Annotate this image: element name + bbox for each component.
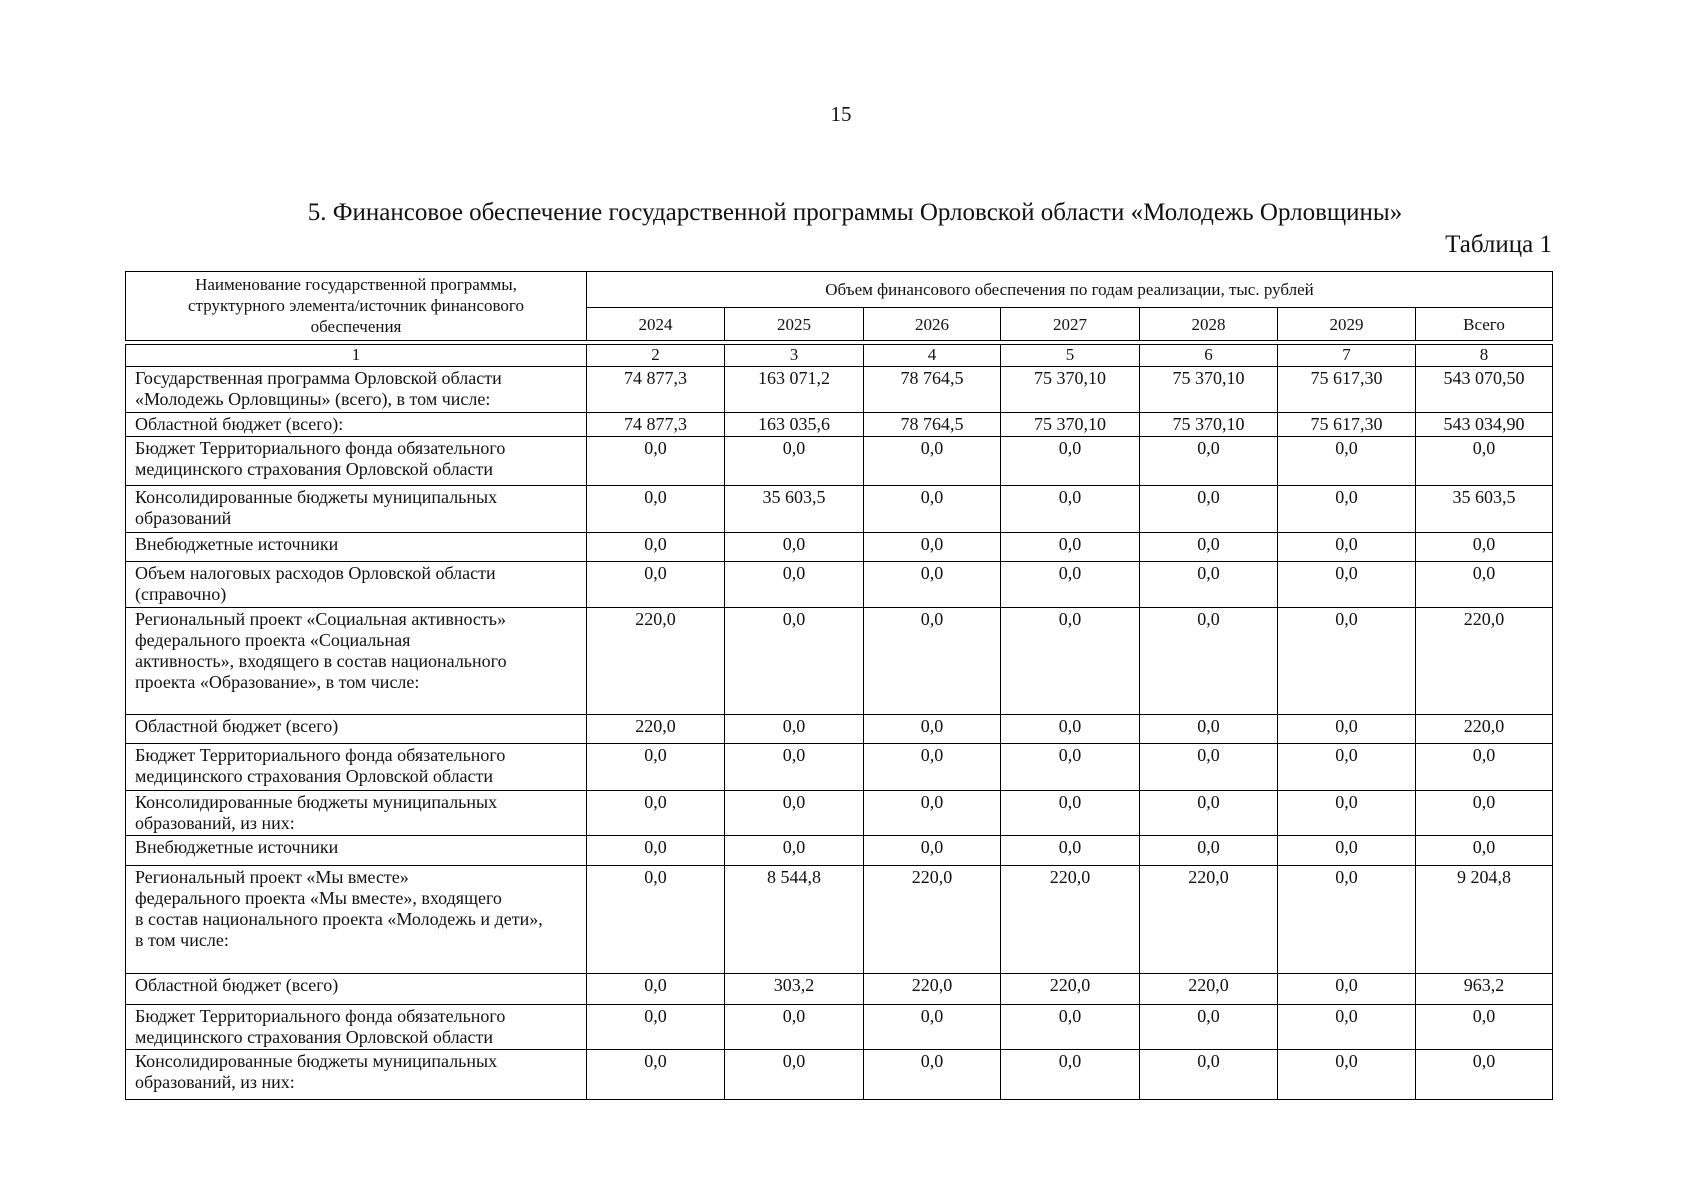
row-value-cell: 0,0	[1140, 1050, 1278, 1100]
row-value-cell: 0,0	[1001, 608, 1140, 715]
row-value-cell: 0,0	[1001, 562, 1140, 608]
row-value-cell: 0,0	[1278, 791, 1416, 836]
row-total-cell: 220,0	[1416, 715, 1553, 744]
row-value-cell: 0,0	[1140, 608, 1278, 715]
row-value-cell: 0,0	[864, 608, 1001, 715]
row-value-cell: 0,0	[725, 437, 864, 486]
row-value-cell: 0,0	[587, 1050, 725, 1100]
row-value-cell: 0,0	[1278, 866, 1416, 974]
row-total-cell: 0,0	[1416, 744, 1553, 791]
row-value-cell: 0,0	[1278, 836, 1416, 866]
row-value-cell: 0,0	[1278, 1005, 1416, 1050]
row-value-cell: 0,0	[587, 562, 725, 608]
row-value-cell: 163 035,6	[725, 413, 864, 437]
row-value-cell: 220,0	[1140, 866, 1278, 974]
row-value-cell: 0,0	[1001, 437, 1140, 486]
row-value-cell: 0,0	[1278, 562, 1416, 608]
row-value-cell: 0,0	[1001, 715, 1140, 744]
row-value-cell: 0,0	[864, 1005, 1001, 1050]
row-name-cell: Областной бюджет (всего):	[126, 413, 587, 437]
row-value-cell: 0,0	[1278, 744, 1416, 791]
row-value-cell: 0,0	[864, 715, 1001, 744]
row-name-cell: Бюджет Территориального фонда обязательного медицинского страхования Орловской области	[126, 437, 587, 486]
row-total-cell: 543 034,90	[1416, 413, 1553, 437]
row-total-cell: 963,2	[1416, 974, 1553, 1005]
row-value-cell: 0,0	[1001, 836, 1140, 866]
row-value-cell: 0,0	[1278, 974, 1416, 1005]
row-value-cell: 220,0	[1140, 974, 1278, 1005]
financing-table-header	[125, 271, 1553, 341]
row-value-cell: 0,0	[1278, 437, 1416, 486]
row-value-cell: 75 617,30	[1278, 413, 1416, 437]
row-name-cell: Внебюджетные источники	[126, 533, 587, 562]
row-value-cell: 0,0	[587, 974, 725, 1005]
row-value-cell: 0,0	[1140, 791, 1278, 836]
row-value-cell: 0,0	[587, 836, 725, 866]
column-number: 4	[864, 345, 1001, 367]
row-total-cell: 0,0	[1416, 1005, 1553, 1050]
column-number: 6	[1140, 345, 1278, 367]
table-row	[126, 744, 1553, 791]
row-value-cell: 0,0	[1140, 437, 1278, 486]
row-value-cell: 75 617,30	[1278, 367, 1416, 413]
row-value-cell: 0,0	[1140, 1005, 1278, 1050]
row-name-cell: Областной бюджет (всего)	[126, 715, 587, 744]
row-value-cell: 0,0	[587, 486, 725, 533]
row-value-cell: 0,0	[1001, 1005, 1140, 1050]
section-title: 5. Финансовое обеспечение государственной программы Орловской области «Молодежь Орловщины»	[307, 199, 1403, 226]
table-row	[126, 836, 1553, 866]
table-row	[126, 413, 1553, 437]
header-row-1	[126, 272, 1553, 308]
table-row	[126, 974, 1553, 1005]
row-value-cell: 303,2	[725, 974, 864, 1005]
row-value-cell: 0,0	[864, 437, 1001, 486]
row-name-cell: Консолидированные бюджеты муниципальных образований, из них:	[126, 791, 587, 836]
row-total-cell: 9 204,8	[1416, 866, 1553, 974]
row-value-cell: 220,0	[864, 866, 1001, 974]
table-row	[126, 608, 1553, 715]
row-value-cell: 0,0	[1140, 486, 1278, 533]
row-value-cell: 0,0	[587, 1005, 725, 1050]
row-name-cell: Бюджет Территориального фонда обязательного медицинского страхования Орловской области	[126, 1005, 587, 1050]
row-value-cell: 0,0	[587, 791, 725, 836]
row-total-cell: 35 603,5	[1416, 486, 1553, 533]
table-row	[126, 486, 1553, 533]
row-value-cell: 0,0	[587, 866, 725, 974]
row-name-cell: Региональный проект «Мы вместе» федерального проекта «Мы вместе», входящего в состав национального проекта «Молодежь и дети», в том числе:	[126, 866, 587, 974]
row-value-cell: 0,0	[1278, 1050, 1416, 1100]
year-header-2027: 2027	[1001, 308, 1140, 341]
row-name-cell: Консолидированные бюджеты муниципальных образований, из них:	[126, 1050, 587, 1100]
row-value-cell: 0,0	[1001, 486, 1140, 533]
row-value-cell: 35 603,5	[725, 486, 864, 533]
row-value-cell: 74 877,3	[587, 367, 725, 413]
column-number: 3	[725, 345, 864, 367]
row-value-cell: 8 544,8	[725, 866, 864, 974]
row-value-cell: 0,0	[725, 715, 864, 744]
row-value-cell: 0,0	[725, 533, 864, 562]
row-value-cell: 220,0	[1001, 974, 1140, 1005]
column-number: 8	[1416, 345, 1553, 367]
row-name-cell: Консолидированные бюджеты муниципальных образований	[126, 486, 587, 533]
row-value-cell: 0,0	[1140, 562, 1278, 608]
row-total-cell: 543 070,50	[1416, 367, 1553, 413]
year-header-2025: 2025	[725, 308, 864, 341]
row-value-cell: 0,0	[1140, 715, 1278, 744]
row-total-cell: 0,0	[1416, 791, 1553, 836]
row-value-cell: 75 370,10	[1140, 367, 1278, 413]
row-value-cell: 75 370,10	[1001, 367, 1140, 413]
row-value-cell: 0,0	[1140, 744, 1278, 791]
column-number: 5	[1001, 345, 1140, 367]
row-value-cell: 0,0	[587, 533, 725, 562]
row-value-cell: 0,0	[725, 1005, 864, 1050]
year-header-2029: 2029	[1278, 308, 1416, 341]
row-value-cell: 0,0	[1001, 744, 1140, 791]
name-column-header: Наименование государственной программы, структурного элемента/источник финансового обеспечения	[126, 272, 587, 341]
row-value-cell: 0,0	[864, 836, 1001, 866]
row-value-cell: 0,0	[1278, 715, 1416, 744]
table-label: Таблица 1	[1445, 231, 1552, 258]
row-total-cell: 0,0	[1416, 533, 1553, 562]
year-header-2024: 2024	[587, 308, 725, 341]
row-total-cell: 0,0	[1416, 1050, 1553, 1100]
row-value-cell: 0,0	[587, 744, 725, 791]
row-value-cell: 75 370,10	[1140, 413, 1278, 437]
row-value-cell: 0,0	[1278, 486, 1416, 533]
row-value-cell: 220,0	[587, 608, 725, 715]
table-row	[126, 562, 1553, 608]
row-name-cell: Государственная программа Орловской области «Молодежь Орловщины» (всего), в том числе:	[126, 367, 587, 413]
year-header-2026: 2026	[864, 308, 1001, 341]
row-value-cell: 220,0	[1001, 866, 1140, 974]
row-value-cell: 0,0	[1001, 1050, 1140, 1100]
row-value-cell: 0,0	[725, 836, 864, 866]
row-total-cell: 0,0	[1416, 562, 1553, 608]
row-value-cell: 0,0	[1140, 836, 1278, 866]
row-value-cell: 78 764,5	[864, 413, 1001, 437]
row-value-cell: 78 764,5	[864, 367, 1001, 413]
table-row	[126, 533, 1553, 562]
row-value-cell: 163 071,2	[725, 367, 864, 413]
row-total-cell: 0,0	[1416, 437, 1553, 486]
column-number: 7	[1278, 345, 1416, 367]
row-value-cell: 0,0	[864, 562, 1001, 608]
row-total-cell: 220,0	[1416, 608, 1553, 715]
row-value-cell: 0,0	[864, 791, 1001, 836]
volume-header: Объем финансового обеспечения по годам реализации, тыс. рублей	[587, 272, 1553, 308]
table-row	[126, 1050, 1553, 1100]
row-value-cell: 0,0	[1278, 608, 1416, 715]
row-value-cell: 0,0	[725, 791, 864, 836]
table-row	[126, 715, 1553, 744]
total-header: Всего	[1416, 308, 1553, 341]
column-number: 1	[126, 345, 587, 367]
row-name-cell: Объем налоговых расходов Орловской области (справочно)	[126, 562, 587, 608]
row-value-cell: 74 877,3	[587, 413, 725, 437]
row-value-cell: 0,0	[1001, 791, 1140, 836]
row-value-cell: 0,0	[864, 486, 1001, 533]
row-name-cell: Региональный проект «Социальная активность» федерального проекта «Социальная активность», входящего в состав национального проекта «Образование», в том числе:	[126, 608, 587, 715]
row-total-cell: 0,0	[1416, 836, 1553, 866]
row-value-cell: 0,0	[725, 1050, 864, 1100]
page-number: 15	[830, 102, 852, 126]
row-value-cell: 0,0	[1140, 533, 1278, 562]
row-value-cell: 0,0	[864, 1050, 1001, 1100]
row-value-cell: 0,0	[587, 437, 725, 486]
row-value-cell: 220,0	[864, 974, 1001, 1005]
table-row	[126, 437, 1553, 486]
table-row	[126, 367, 1553, 413]
row-name-cell: Областной бюджет (всего)	[126, 974, 587, 1005]
table-row	[126, 866, 1553, 974]
row-value-cell: 220,0	[587, 715, 725, 744]
row-name-cell: Бюджет Территориального фонда обязательного медицинского страхования Орловской области	[126, 744, 587, 791]
row-value-cell: 0,0	[725, 562, 864, 608]
year-header-2028: 2028	[1140, 308, 1278, 341]
row-name-cell: Внебюджетные источники	[126, 836, 587, 866]
row-value-cell: 75 370,10	[1001, 413, 1140, 437]
financing-table-body	[125, 344, 1553, 1100]
column-numbers-row	[126, 345, 1553, 367]
row-value-cell: 0,0	[864, 744, 1001, 791]
row-value-cell: 0,0	[1001, 533, 1140, 562]
row-value-cell: 0,0	[1278, 533, 1416, 562]
table-row	[126, 791, 1553, 836]
row-value-cell: 0,0	[725, 608, 864, 715]
row-value-cell: 0,0	[864, 533, 1001, 562]
table-row	[126, 1005, 1553, 1050]
column-number: 2	[587, 345, 725, 367]
row-value-cell: 0,0	[725, 744, 864, 791]
